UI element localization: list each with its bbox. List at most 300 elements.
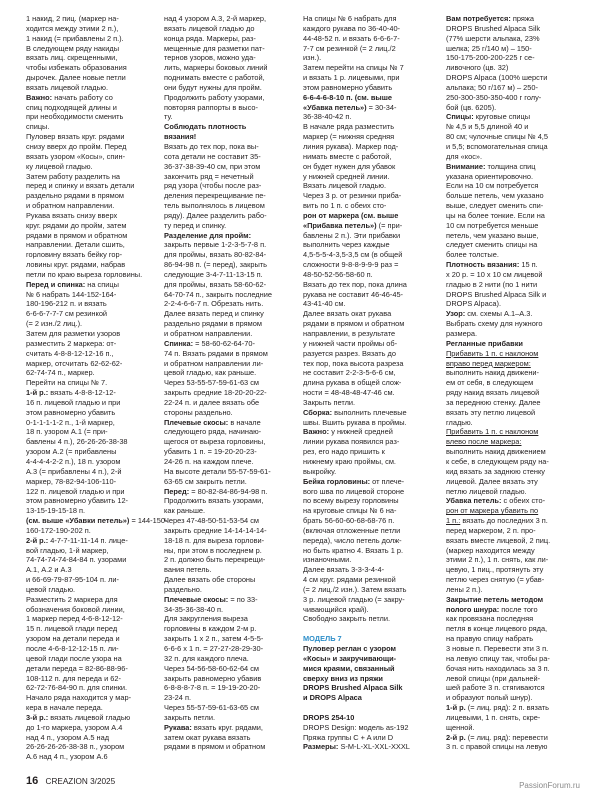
text-run: 36-37-38-39-40 см, при этом (164, 161, 261, 171)
text-run: Затем для разметки узоров (26, 329, 121, 338)
text-line (164, 536, 288, 546)
text-run: на правую спицу набрать (446, 634, 534, 644)
text-run: убавить 1 п. = 19-20-20-23- (164, 447, 257, 457)
text-run: щенной. (446, 722, 475, 732)
bold-run: 1-й р. (446, 703, 466, 713)
text-run: вой гладью, 1-й маркер, (26, 545, 109, 555)
text-line (446, 172, 580, 182)
text-line (303, 388, 433, 398)
text-line (303, 250, 433, 260)
text-line (446, 418, 580, 428)
text-run: закрыть средние 18-20-20-22- (164, 388, 267, 398)
text-run: к себе, в следующем ряду на- (446, 456, 549, 466)
text-line (446, 733, 580, 743)
text-line (26, 526, 152, 536)
text-line (303, 231, 433, 241)
text-run: 23-24 п. (164, 693, 192, 703)
text-line (26, 240, 152, 250)
text-line (164, 742, 288, 752)
bold-run: Плотность вязания: (446, 260, 520, 270)
text-run: А.3 (= прибавлены 4 п.), 2-й (26, 466, 122, 476)
text-run: вязать круг. рядами, (191, 722, 263, 732)
bold-run: Узор: (446, 309, 466, 319)
text-line (446, 44, 580, 54)
text-line (164, 280, 288, 290)
text-run: деления перекрещивание пе- (164, 191, 266, 201)
text-run: маркер (= нижняя средняя (303, 132, 395, 142)
bold-run: Важно: (26, 92, 53, 102)
text-run: 0-1-1-1-1-2 п., 1-й маркер, (26, 417, 115, 427)
text-line (164, 477, 288, 487)
text-line (446, 112, 580, 122)
text-line (446, 742, 580, 752)
text-run: петель, чем указано выше, (446, 230, 539, 240)
text-column-4 (446, 14, 580, 752)
text-line (26, 329, 152, 339)
text-run: вязать до последних 3 п. (460, 516, 548, 526)
text-run: после того (499, 604, 538, 614)
text-line (26, 546, 152, 556)
text-run: 64-70-74 п., закрыть последние (164, 289, 272, 299)
text-run: брать 56-60-60-68-68-76 п. (303, 516, 395, 526)
text-line (26, 742, 152, 752)
text-column-3 (303, 14, 433, 752)
text-run: но быть кратно 4. Вязать 1 р. (303, 545, 404, 555)
text-line (164, 418, 288, 428)
text-line (446, 181, 580, 191)
text-run: закрыть 1 x 2 п., затем 4-5-5- (164, 634, 264, 644)
text-line (164, 103, 288, 113)
text-line (303, 14, 433, 24)
text-run: от плече- (370, 476, 405, 486)
text-run: (= 2 лиц./2 изн.). Затем вязать (303, 584, 407, 594)
text-line (26, 368, 152, 378)
text-run: не составит 2-2-3-5-6-6 см, (303, 368, 396, 378)
bold-run: 2-й р. (446, 732, 466, 742)
text-run: раздельно рядами в прямом (164, 319, 262, 329)
text-line (303, 555, 433, 565)
text-run: снизу вверх до пройм. Перед (26, 141, 127, 151)
text-run: переда), число петель долж- (303, 535, 402, 545)
text-line (26, 496, 152, 506)
text-line (303, 536, 433, 546)
text-line (164, 674, 288, 684)
text-line (446, 319, 580, 329)
text-line (303, 693, 433, 703)
text-run: На высоте детали 55-57-59-61- (164, 466, 271, 476)
text-line (446, 398, 580, 408)
text-run: 2-2-4-6-6-7 п. Обрезать нить. (164, 299, 264, 309)
text-run: альпака; 50 г/167 м) – 250- (446, 82, 538, 92)
text-line (303, 162, 433, 172)
text-run: петлю лицевой гладью. (446, 486, 527, 496)
text-line (26, 516, 168, 526)
text-run: бавлены 2 п.). Эти прибавки (303, 230, 401, 240)
text-line (26, 447, 152, 457)
text-run: за переднюю стенку. Далее (446, 397, 541, 407)
text-run: кера в начале переда. (26, 703, 103, 713)
text-run: Для закругления выреза (164, 614, 248, 624)
text-run: закрыть средние 14-14-14-14- (164, 525, 267, 535)
bold-run: Размеры: (303, 742, 339, 752)
text-line (446, 713, 580, 723)
text-run: 80 см; чулочные спицы № 4,5 (446, 132, 548, 142)
text-run: 1 маркер перед 4-6-8-12-12- (26, 614, 123, 624)
text-line (164, 388, 288, 398)
text-run: Продолжить работу узорами, (164, 92, 265, 102)
text-line (164, 309, 288, 319)
text-run: линия рукава). Маркер под- (303, 141, 399, 151)
text-line (303, 742, 433, 752)
text-line (26, 457, 152, 467)
text-line (303, 398, 433, 408)
text-line (303, 329, 433, 339)
text-line (303, 674, 433, 684)
text-run: (включая отложенные петли (303, 525, 401, 535)
text-run: размера. (446, 329, 477, 338)
text-line (164, 24, 288, 34)
text-line (26, 181, 152, 191)
text-run: 1 п.: (446, 516, 461, 526)
text-line (164, 713, 288, 723)
text-run: ку лицевой гладью. (26, 161, 93, 171)
text-column-1 (26, 14, 168, 762)
text-line (303, 319, 433, 329)
text-line (303, 83, 433, 93)
text-line (26, 83, 152, 93)
text-line (303, 53, 433, 63)
text-run: 62-74-74 п., маркер. (26, 368, 95, 378)
text-run: Далее вязать окат рукава (303, 309, 392, 319)
text-run: А.6 над 4 п., узором А.6 (26, 752, 108, 762)
text-line (26, 713, 152, 723)
text-line (303, 260, 433, 270)
text-line (26, 211, 152, 221)
text-line (26, 575, 152, 585)
text-run: 1 накид, 2 пиц. (маркер на- (26, 14, 119, 23)
text-line (26, 644, 152, 654)
text-line (26, 664, 152, 674)
text-line (164, 585, 288, 595)
text-run: вить по 1 п. с обеих сто- (303, 201, 387, 211)
text-line (446, 290, 580, 300)
text-run: петля в конце лицевого ряда, (446, 624, 548, 634)
text-run: 44-48-52 п. и вязать 6-6-6-7- (303, 33, 400, 43)
section-label: МОДЕЛЬ 7 (303, 634, 342, 644)
text-line (303, 359, 433, 369)
text-line (446, 575, 580, 585)
text-line (446, 693, 580, 703)
bold-run: полого шнура: (446, 604, 500, 614)
text-run: рон от маркера убавить по (446, 506, 539, 516)
text-run: 13-15-19-15-18 п. (26, 506, 86, 516)
text-run: Далее вязать 3-3-3-4-4- (303, 565, 385, 575)
text-line (446, 162, 580, 172)
text-run: затем окат рукава вязать (164, 732, 251, 742)
text-run: 4 см круг. рядами резинкой (303, 575, 396, 585)
text-line (164, 664, 288, 674)
bold-run: Разделение для пройм: (164, 230, 252, 240)
text-run: Начало ряда находится у мар- (26, 693, 132, 703)
text-line (303, 723, 433, 733)
text-line (164, 299, 288, 309)
text-run: 24-26 п. на каждом плече. (164, 456, 254, 466)
text-run: Разместить 2 маркера для (26, 594, 118, 604)
text-line (446, 477, 580, 487)
bold-run: Спинка: (164, 338, 194, 348)
text-line (164, 93, 288, 103)
text-line (303, 546, 433, 556)
text-line (303, 73, 433, 83)
text-run: 6-6-6-7-7-7 см резинкой (26, 309, 108, 319)
text-line (303, 24, 433, 34)
text-line (446, 260, 580, 270)
text-run: В начале ряда разместить (303, 122, 395, 132)
text-line (446, 408, 580, 418)
text-line (446, 585, 580, 595)
text-line (26, 309, 152, 319)
text-run: Через 47-48-50-51-53-54 см (164, 516, 259, 526)
text-run: для проймы, вязать 80-82-84- (164, 250, 267, 260)
text-run: Продолжить вязать узорами, (164, 496, 264, 506)
text-run: лицевыми, 1 п. снять, скре- (446, 712, 541, 722)
text-line (26, 437, 152, 447)
text-line (303, 683, 433, 693)
text-line (446, 605, 580, 615)
text-run: 18 п. узором А.1 (= при- (26, 427, 108, 437)
text-run: Если на 10 см потребуется (446, 181, 539, 191)
text-run: 6-8-8-8-7-8 п. = 19-19-20-20- (164, 683, 261, 693)
text-line (303, 280, 433, 290)
text-line (164, 250, 288, 260)
text-line (26, 487, 152, 497)
text-line (26, 418, 152, 428)
text-line (164, 14, 288, 24)
bold-run: Внимание: (446, 161, 486, 171)
text-run: 48-50-52-56-58-60 п. (303, 269, 373, 279)
text-line (446, 339, 580, 349)
text-run: см. схемы А.1–А.3. (465, 309, 533, 319)
text-line (164, 546, 288, 556)
text-line (446, 487, 580, 497)
text-run: Прибавить 1 п. с наклоном (446, 427, 539, 437)
text-run: шелка; 25 г/140 м) – 150- (446, 43, 532, 53)
watermark: PassionForum.ru (519, 781, 580, 790)
text-run: ту. (164, 112, 173, 122)
magazine-issue: CREAZION 3/2025 (45, 777, 116, 786)
text-run: у нижней средней (329, 427, 393, 437)
text-line (164, 723, 288, 733)
text-run: 3 п. с правой спицы на левую (446, 742, 548, 752)
text-run: Далее вязать обе стороны (164, 575, 256, 585)
text-line (446, 437, 580, 447)
text-run: вязать эту петлю лицевой (446, 407, 536, 417)
text-run: поднимать вместе с работой, (164, 73, 265, 83)
text-line (303, 44, 433, 54)
text-line (26, 359, 152, 369)
text-line (164, 427, 288, 437)
text-column-2 (164, 14, 288, 752)
text-line (446, 83, 580, 93)
text-run: левой спицы (при дальней- (446, 673, 541, 683)
text-line (26, 112, 152, 122)
text-line (26, 103, 152, 113)
text-run: маркер, 78-82-94-106-110- (26, 476, 117, 486)
text-line (164, 437, 288, 447)
text-line (26, 231, 152, 241)
text-line (446, 536, 580, 546)
text-line (26, 339, 152, 349)
text-line (303, 93, 433, 103)
text-run: 4-7-7-11-11-14 п. лице- (48, 535, 128, 545)
text-line (446, 63, 580, 73)
text-run: обозначения боковой линии, (26, 604, 125, 614)
text-run: этими 2 п.), 1 п. снять, как ли- (446, 555, 549, 565)
text-run: узором на детали переда и (26, 634, 120, 644)
text-run: закрыть петли. (164, 712, 216, 722)
text-line (303, 378, 433, 388)
bold-run: «Прибавка петель») (303, 220, 377, 230)
bold-run: Плечевые скосы: (164, 417, 229, 427)
text-run: S-M-L-XL-XXL-XXXL (338, 742, 410, 752)
text-run: 108-112 п. для переда и 62- (26, 673, 121, 683)
text-line (446, 565, 580, 575)
text-line (26, 654, 152, 664)
text-run: 26-26-26-26-38-38 п., узором (26, 742, 125, 752)
text-run: перед маркером, 2 п. про- (446, 525, 536, 535)
text-run: гладью в 2 нити (по 1 нити (446, 279, 538, 289)
text-line (446, 93, 580, 103)
text-run: вязать лицевой гладью. (26, 82, 109, 92)
text-run: (маркер находится между (446, 545, 535, 555)
text-line (446, 270, 580, 280)
text-run: = по 33- (228, 594, 258, 604)
text-line (303, 703, 433, 713)
text-run: Затем работу разделить на (26, 171, 121, 181)
text-line (303, 733, 433, 743)
text-line (26, 191, 152, 201)
text-run: сота детали не составит 35- (164, 151, 261, 161)
text-run: щегося от выреза горловины, (164, 437, 266, 447)
text-line (164, 654, 288, 664)
text-run: выкройку. (303, 466, 337, 476)
text-run: Затем перейти на спицы № 7 (303, 63, 404, 73)
text-run: Пряжа группы C + A или D (303, 732, 394, 742)
text-line (26, 723, 152, 733)
bold-run: (см. выше «Убавки петель») (26, 516, 130, 526)
text-line (164, 44, 288, 54)
text-run: DROPS Brushed Alpaca Silk (446, 23, 541, 33)
text-run: = 58-60-62-64-70- (193, 338, 255, 348)
text-line (26, 388, 152, 398)
text-run: выполнить через каждые (303, 240, 390, 250)
text-line (303, 299, 433, 309)
text-run: 63-65 см закрыть петли. (164, 476, 247, 486)
text-run: ходится между этими 2 п.), (26, 23, 119, 33)
text-run: для «кос». (446, 151, 483, 161)
text-run: на круговые спицы № 6 на- (303, 506, 397, 516)
text-line (446, 231, 580, 241)
text-line (26, 467, 152, 477)
text-run: вязать лиц. скрещенными, (26, 53, 118, 63)
text-line (26, 683, 152, 693)
text-line (446, 201, 580, 211)
text-run: В следующем ряду накиды (26, 43, 119, 53)
text-run: 150-175-200-200-225 г се- (446, 53, 535, 63)
text-run: разместить 2 маркера: от- (26, 338, 117, 348)
text-line (164, 624, 288, 634)
bold-run: Регланные прибавки (446, 338, 523, 348)
text-run: выполнить накид движени- (446, 368, 540, 378)
text-run: спицы. (26, 122, 50, 132)
text-run: рукава не составит 46-46-45- (303, 289, 404, 299)
text-line (26, 162, 152, 172)
text-run: вязать лицевой гладью (48, 712, 131, 722)
text-line (26, 24, 152, 34)
text-line (164, 270, 288, 280)
text-run: конца ряда. Маркеры, раз- (164, 33, 256, 43)
text-line (446, 496, 580, 506)
text-line (446, 723, 580, 733)
text-run: лицевой. Далее вязать эту (446, 476, 538, 486)
text-run: изн.). (303, 53, 322, 63)
text-line (26, 260, 152, 270)
text-run: для проймы, вязать 58-60-62- (164, 279, 267, 289)
text-line (26, 674, 152, 684)
text-line (26, 427, 152, 437)
text-line (26, 221, 152, 231)
text-run: 74 п. Вязать рядами в прямом (164, 348, 268, 358)
text-run: Рукава вязать снизу вверх (26, 210, 118, 220)
text-run: на левую спицу так, чтобы ра- (446, 653, 550, 663)
text-line (303, 496, 433, 506)
text-run: и образуют полый шнур). (446, 693, 533, 703)
text-line (164, 398, 288, 408)
text-run: шей работе 3 п. стягиваются (446, 683, 545, 693)
text-run: вязать 4-8-8-12-12- (48, 388, 116, 398)
text-line (164, 53, 288, 63)
text-run: 4,5-5-5-4-3,5-3,5 см (в общей (303, 250, 403, 260)
text-run: ности = 48-48-48-47-46 см. (303, 388, 395, 398)
text-run: 2 п. должно быть перекрещи- (164, 555, 266, 565)
text-line (303, 132, 433, 142)
text-run: пряжа (510, 14, 534, 23)
text-run: как раньше. (164, 506, 206, 516)
text-line (446, 624, 580, 634)
bold-run: 2-й р.: (26, 535, 49, 545)
text-run: ту перед и спинку. (164, 220, 227, 230)
text-run: он будет нужен для убавок (303, 161, 396, 171)
text-run: цевой гладью, как раньше. (164, 368, 257, 378)
text-line (303, 565, 433, 575)
text-run: (77% шерсти альпака, 23% (446, 33, 540, 43)
text-line (26, 280, 152, 290)
text-run: петли по краю выреза горловины. (26, 269, 143, 279)
text-run: по всему вырезу горловины (303, 496, 399, 506)
text-line (164, 63, 288, 73)
text-line (446, 349, 580, 359)
text-run: вания петель. (164, 565, 212, 575)
text-run: чтобы избежать образования (26, 63, 127, 73)
text-line (164, 112, 288, 122)
text-run: № 4,5 и 5,5 длиной 40 и (446, 122, 529, 132)
text-line (303, 221, 433, 231)
text-run: дырочек. Далее новые петли (26, 73, 126, 83)
text-run: 180-196-212 п. и вязать (26, 299, 107, 309)
bold-run: Сборка: (303, 407, 333, 417)
text-line (26, 201, 152, 211)
text-line (446, 674, 580, 684)
